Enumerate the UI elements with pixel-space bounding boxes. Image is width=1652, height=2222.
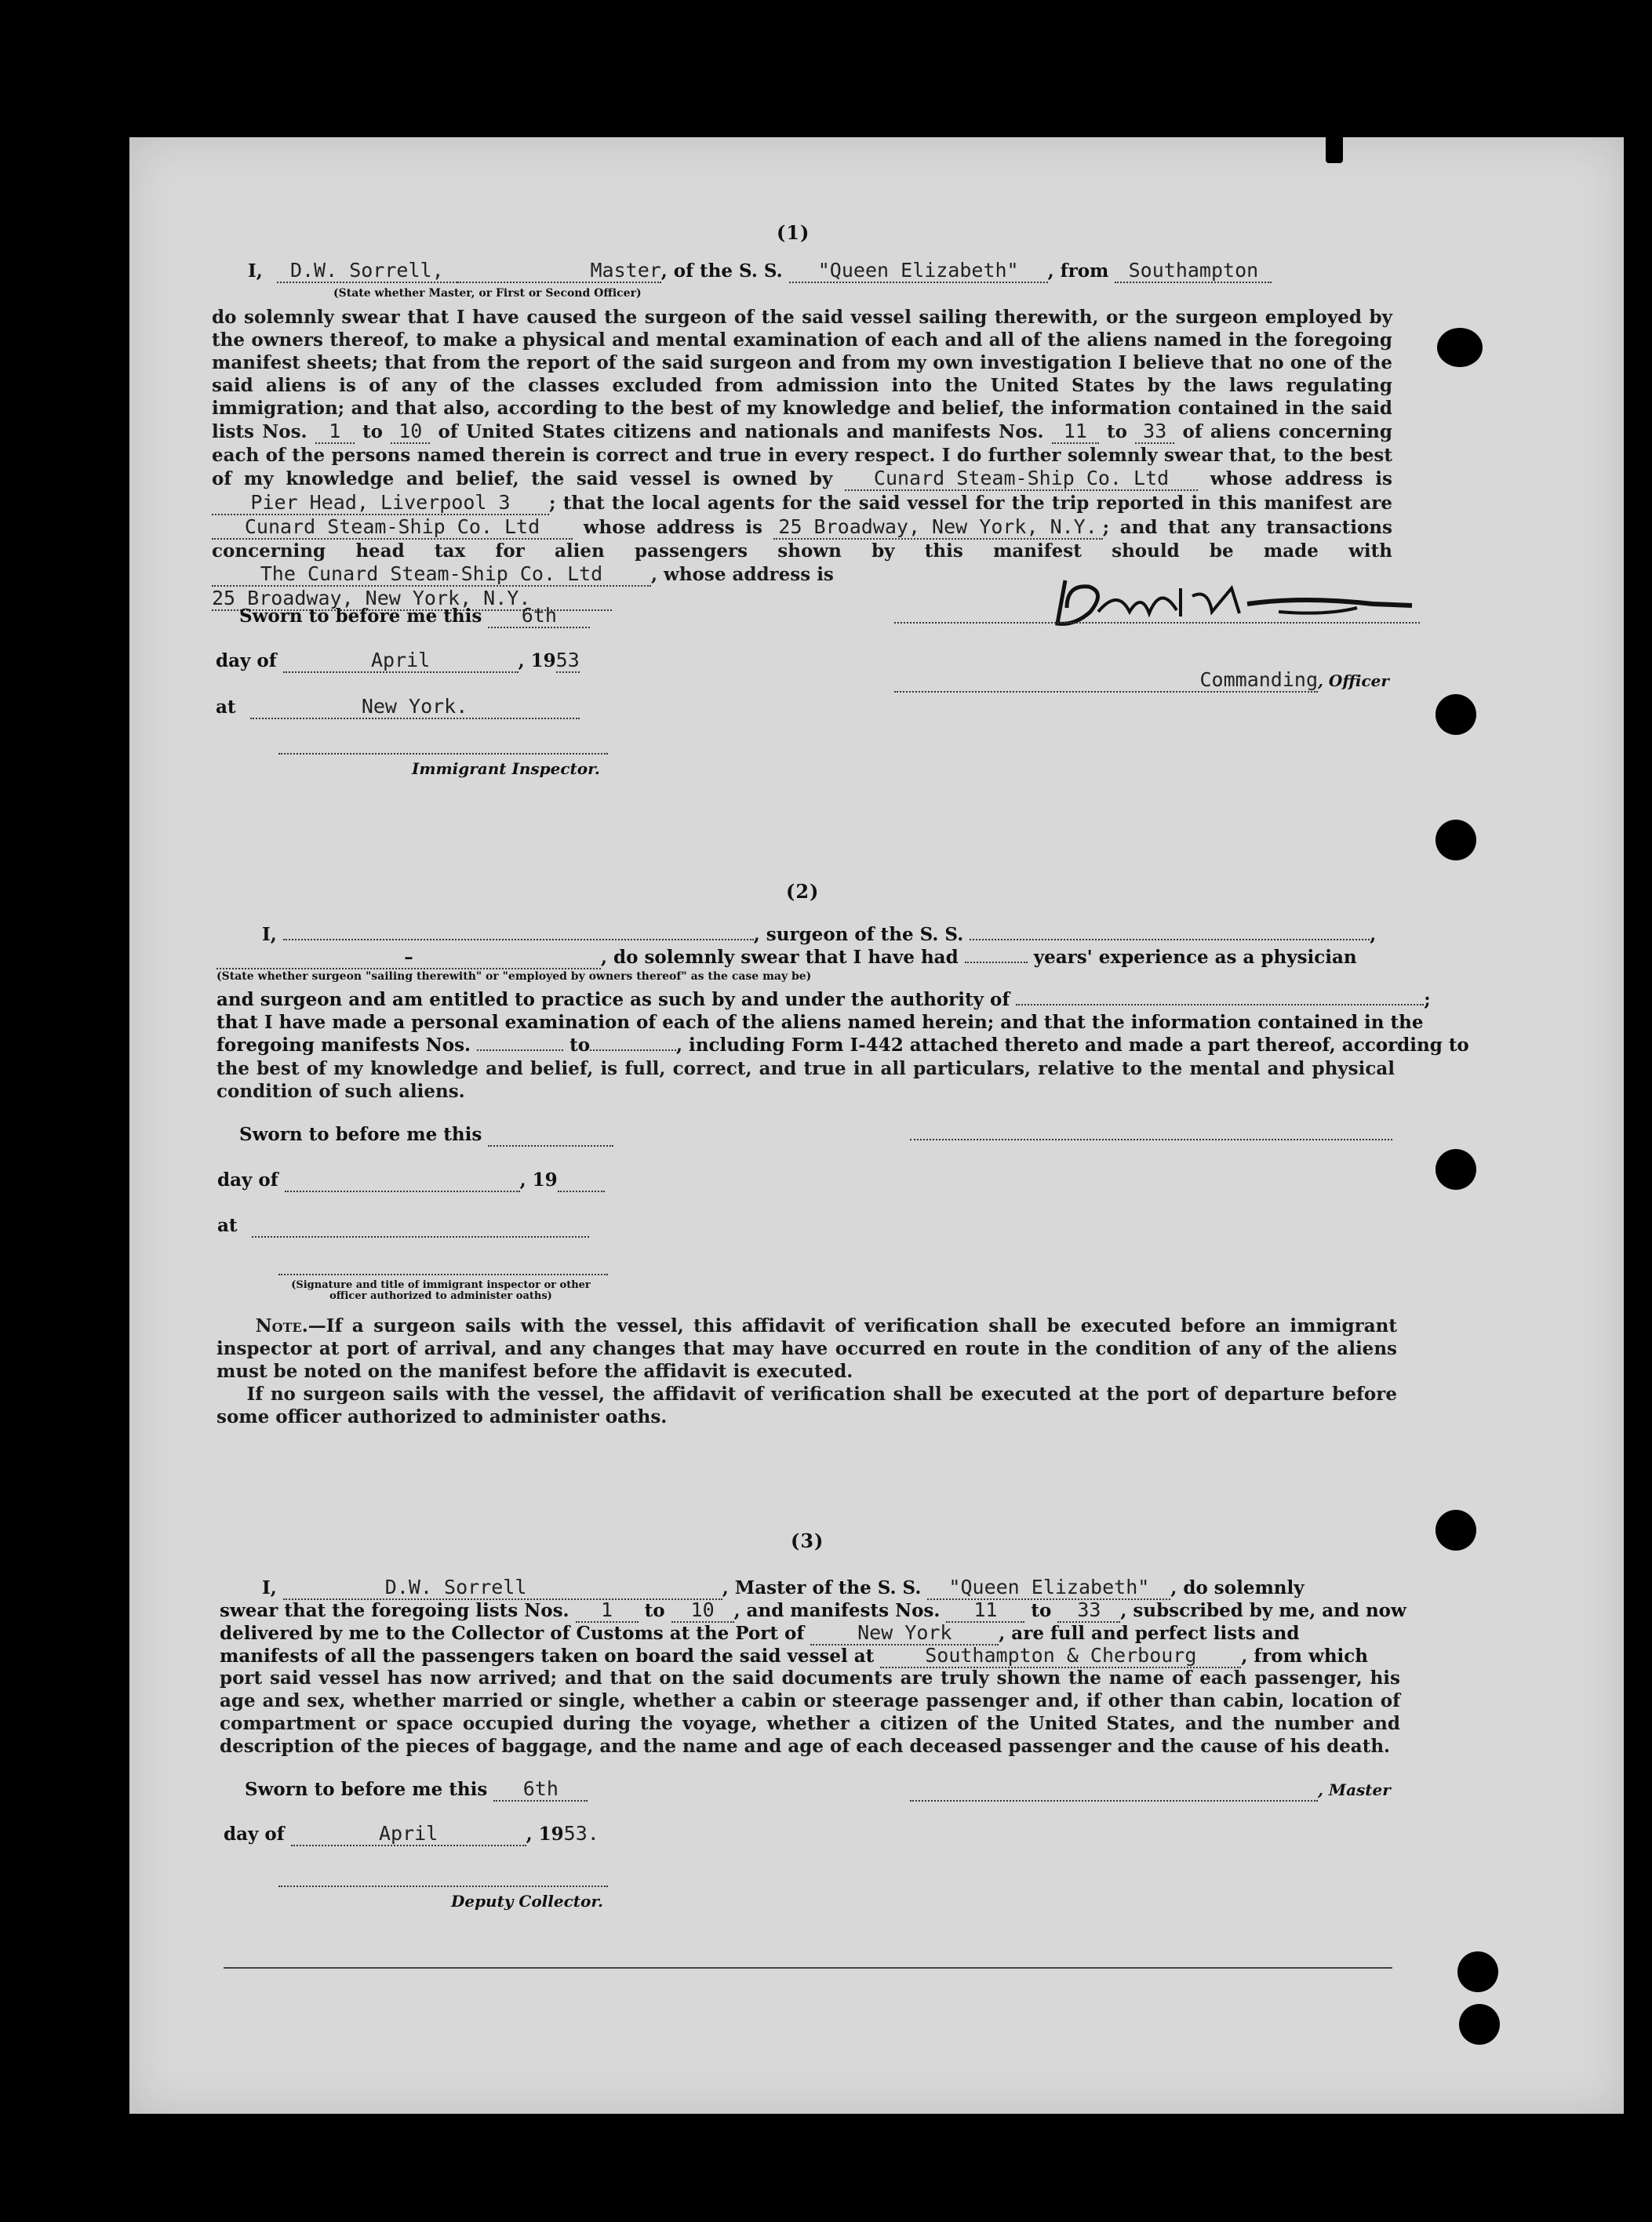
years-text: years' experience as a physician [1033,947,1357,968]
to-word: to [362,421,384,442]
port-from: Southampton [1115,259,1272,283]
body-text: port said vessel has now arrived; and that on the said documents are truly shown the name of each passenger, his age and sex, whether married or single, whether a cabin or steerage passenger and, if other than cabin, location of compartment or space occupied during the voyage, whether a citizen of the United States, and the number and description of the pieces of baggage, and the name and age of each deceased passenger and the cause of his death. [220,1667,1400,1757]
head-tax-address: 25 Broadway, New York, N.Y. [212,587,612,611]
master-label: , Master [1318,1780,1391,1799]
sworn-label: Sworn to before me this [239,1124,482,1145]
punch-hole [1435,1510,1476,1551]
from-label: , from [1047,260,1109,282]
to-word: to [644,1600,665,1621]
section-2-number: (2) [786,880,820,903]
body-text: , from which [1241,1646,1369,1667]
at-line-1 [216,695,580,719]
surgeon-of: , surgeon of the S. S. [753,924,964,945]
year-suffix: 53. [563,1822,599,1845]
place: New York. [250,695,580,719]
body-text: , subscribed by me, and now [1120,1600,1406,1621]
lists-to: 10 [391,420,430,444]
head-tax-party: The Cunard Steam-Ship Co. Ltd [212,562,651,587]
body-text: manifests of all the passengers taken on board the said vessel at [220,1646,875,1667]
deputy-signature-line [278,1886,608,1887]
body-text: do solemnly swear that I have caused the surgeon of the said vessel sailing therewith, or the surgeon employed by the owners thereof, to make a physical and mental examination of each and all of the aliens named in the foregoing manifest sheets; that from the report of the said surgeon and from my own investigation I believe that no one of the said aliens is of any of the classes excluded from admission into the United States by the laws regulating immigration; and that also, according to the best of my knowledge and belief, the information contained in the said lists Nos. [212,307,1392,442]
authority-field [1016,1004,1424,1006]
section-3-body [220,1667,1400,1758]
punch-hole [1326,132,1343,163]
sworn-day: 6th [493,1777,588,1802]
intro-i: I, [248,260,263,282]
lists-from: 1 [315,420,355,444]
officer-label: , Officer [1318,671,1389,690]
body-text: that I have made a personal examination of each of the aliens named herein; and that the information contained in the [217,1012,1424,1033]
master-signature-line [894,622,1420,624]
year-prefix: , 19 [518,650,556,671]
master-signature-field [910,1779,1318,1802]
master-name: D.W. Sorrell [283,1576,722,1600]
punch-hole [1457,1951,1498,1992]
lists-from: 1 [576,1598,639,1623]
to-word: to [1107,421,1127,442]
sworn-line-2 [239,1124,613,1147]
body-text: , and manifests Nos. [733,1600,941,1621]
section-2-line-6 [217,1057,1395,1103]
section-3-line-4 [220,1644,1368,1668]
body-text: the best of my knowledge and belief, is full, correct, and true in all particulars, relative to the mental and physical condition of such aliens. [217,1058,1395,1102]
year-suffix: 53 [555,649,580,671]
deputy-caption: Deputy Collector. [451,1892,604,1911]
agents: Cunard Steam-Ship Co. Ltd [212,515,573,540]
manifests-from: 11 [1052,420,1099,444]
surgeon-status-field [217,947,601,969]
year-field [558,1169,605,1192]
master-line-3 [910,1779,1391,1802]
body-text: whose address is [1210,468,1392,489]
punch-hole [1435,820,1476,860]
day-of-label: day of [224,1824,285,1845]
rank: Master [457,259,661,283]
body-text: foregoing manifests Nos. [217,1035,471,1056]
body-text: , including Form I-442 attached thereto and made a part thereof, according to [676,1035,1469,1056]
inspector-signature-line [278,753,608,755]
day-of-line-2 [217,1169,605,1192]
note-paragraph [217,1315,1397,1383]
punch-hole [1435,1149,1476,1190]
punch-hole [1459,2004,1500,2045]
section-3-number: (3) [791,1529,824,1552]
body-text: and surgeon and am entitled to practice as such by and under the authority of [217,989,1010,1010]
years-field [965,962,1028,963]
note-label: Note. [255,1315,308,1336]
year-prefix: , 19 [519,1169,558,1191]
day-of-label: day of [216,650,277,671]
surgeon-name-field [283,939,754,940]
sworn-day-field [488,1124,613,1147]
day-of-label: day of [217,1169,278,1191]
officer-sig-caption: (Signature and title of immigrant inspector or other officer authorized to administer oaths) [291,1279,591,1302]
place-field [252,1215,589,1238]
month: April [291,1822,526,1846]
manifests-to-field [590,1049,676,1051]
intro-i: I, [262,1577,277,1598]
sworn-line-1 [239,604,590,628]
section-1-opening-line [248,259,1272,283]
section-3-line-3 [220,1621,1299,1646]
note-paragraph-2 [217,1383,1397,1428]
sworn-label: Sworn to before me this [245,1779,488,1800]
day-of-line-3 [224,1822,599,1846]
punch-hole [1437,328,1483,367]
sworn-label: Sworn to before me this [239,606,482,627]
port: New York [810,1621,999,1646]
owner: Cunard Steam-Ship Co. Ltd [845,467,1198,491]
section-1-number: (1) [777,221,810,244]
ship-name: "Queen Elizabeth" [927,1576,1170,1600]
year-prefix: , 19 [526,1824,564,1845]
body-text: , whose address is [651,564,834,585]
officer-caption: (State whether Master, or First or Second Officer) [333,287,642,300]
officer-line [894,668,1389,693]
embark-port: Southampton & Cherbourg [880,1644,1241,1668]
manifests-from-field [477,1049,563,1051]
commanding: Commanding [894,668,1318,693]
note-text: —If a surgeon sails with the vessel, this affidavit of verification shall be executed before an immigrant inspector at port of arrival, and any changes that may have occurred en route in the condition of any of the aliens must be noted on the manifest before the affidavit is executed. [217,1315,1397,1382]
month: April [283,649,519,673]
section-2-line-3: and surgeon and am entitled to practice as such by and under the authority of ; [217,989,1431,1010]
at-label: at [217,1215,238,1236]
surgeon-caption: (State whether surgeon "sailing therewith" or "employed by owners thereof" as the case may be) [217,970,812,983]
section-2-opening-line: I, , surgeon of the S. S. , [262,924,1377,945]
section-3-line-2 [220,1598,1406,1623]
dash: – [404,947,413,968]
body-text: ; and that any transactions concerning head tax for alien passengers shown by this manifest should be made with [212,517,1392,562]
of-the-ss: , of the S. S. [660,260,783,282]
section-2-line-2 [217,947,1357,969]
surgeon-ship-field [970,939,1370,940]
punch-hole [1435,694,1476,735]
officer-signature-line [278,1274,608,1275]
master-of: , Master of the S. S. [722,1577,922,1598]
to-word: to [1031,1600,1052,1621]
body-text: of aliens concerning each of the persons named therein is correct and true in every respect. I do further solemnly swear that, to the best of my knowledge and belief, the said vessel is owned by [212,421,1392,489]
body-text: swear that the foregoing lists Nos. [220,1600,569,1621]
sworn-day: 6th [488,604,590,628]
month-field [285,1169,520,1192]
section-2-line-5 [217,1035,1469,1056]
sworn-line-3 [245,1777,588,1802]
body-text: whose address is [583,517,762,538]
note-text: If no surgeon sails with the vessel, the affidavit of verification shall be executed at the port of departure before some officer authorized to administer oaths. [217,1384,1397,1427]
body-text: , are full and perfect lists and [999,1623,1300,1644]
master-signature [1043,565,1420,635]
at-line-2 [217,1215,589,1238]
section-3-line-1 [262,1576,1304,1600]
ship-name: "Queen Elizabeth" [789,259,1048,283]
manifests-to: 33 [1135,420,1174,444]
section-2-line-4 [217,1012,1423,1033]
inspector-caption: Immigrant Inspector. [412,759,600,778]
intro-i: I, [262,924,277,945]
day-of-line-1 [216,649,580,673]
at-label: at [216,696,236,718]
master-name: D.W. Sorrell, [277,259,457,283]
swear-text: , do solemnly swear that I have had [601,947,959,968]
footer-rule [224,1967,1392,1969]
body-text: delivered by me to the Collector of Customs at the Port of [220,1623,805,1644]
solemnly: , do solemnly [1170,1577,1304,1598]
body-text: of United States citizens and nationals and manifests Nos. [438,421,1044,442]
manifests-from: 11 [946,1598,1024,1623]
body-text: ; that the local agents for the said vessel for the trip reported in this manifest are [549,493,1392,514]
manifests-to: 33 [1057,1598,1120,1623]
lists-to: 10 [671,1598,734,1623]
surgeon-signature-line [910,1139,1392,1140]
body-text: to [569,1035,591,1056]
owner-address: Pier Head, Liverpool 3 [212,491,549,515]
agents-address: 25 Broadway, New York, N.Y. [773,515,1103,540]
